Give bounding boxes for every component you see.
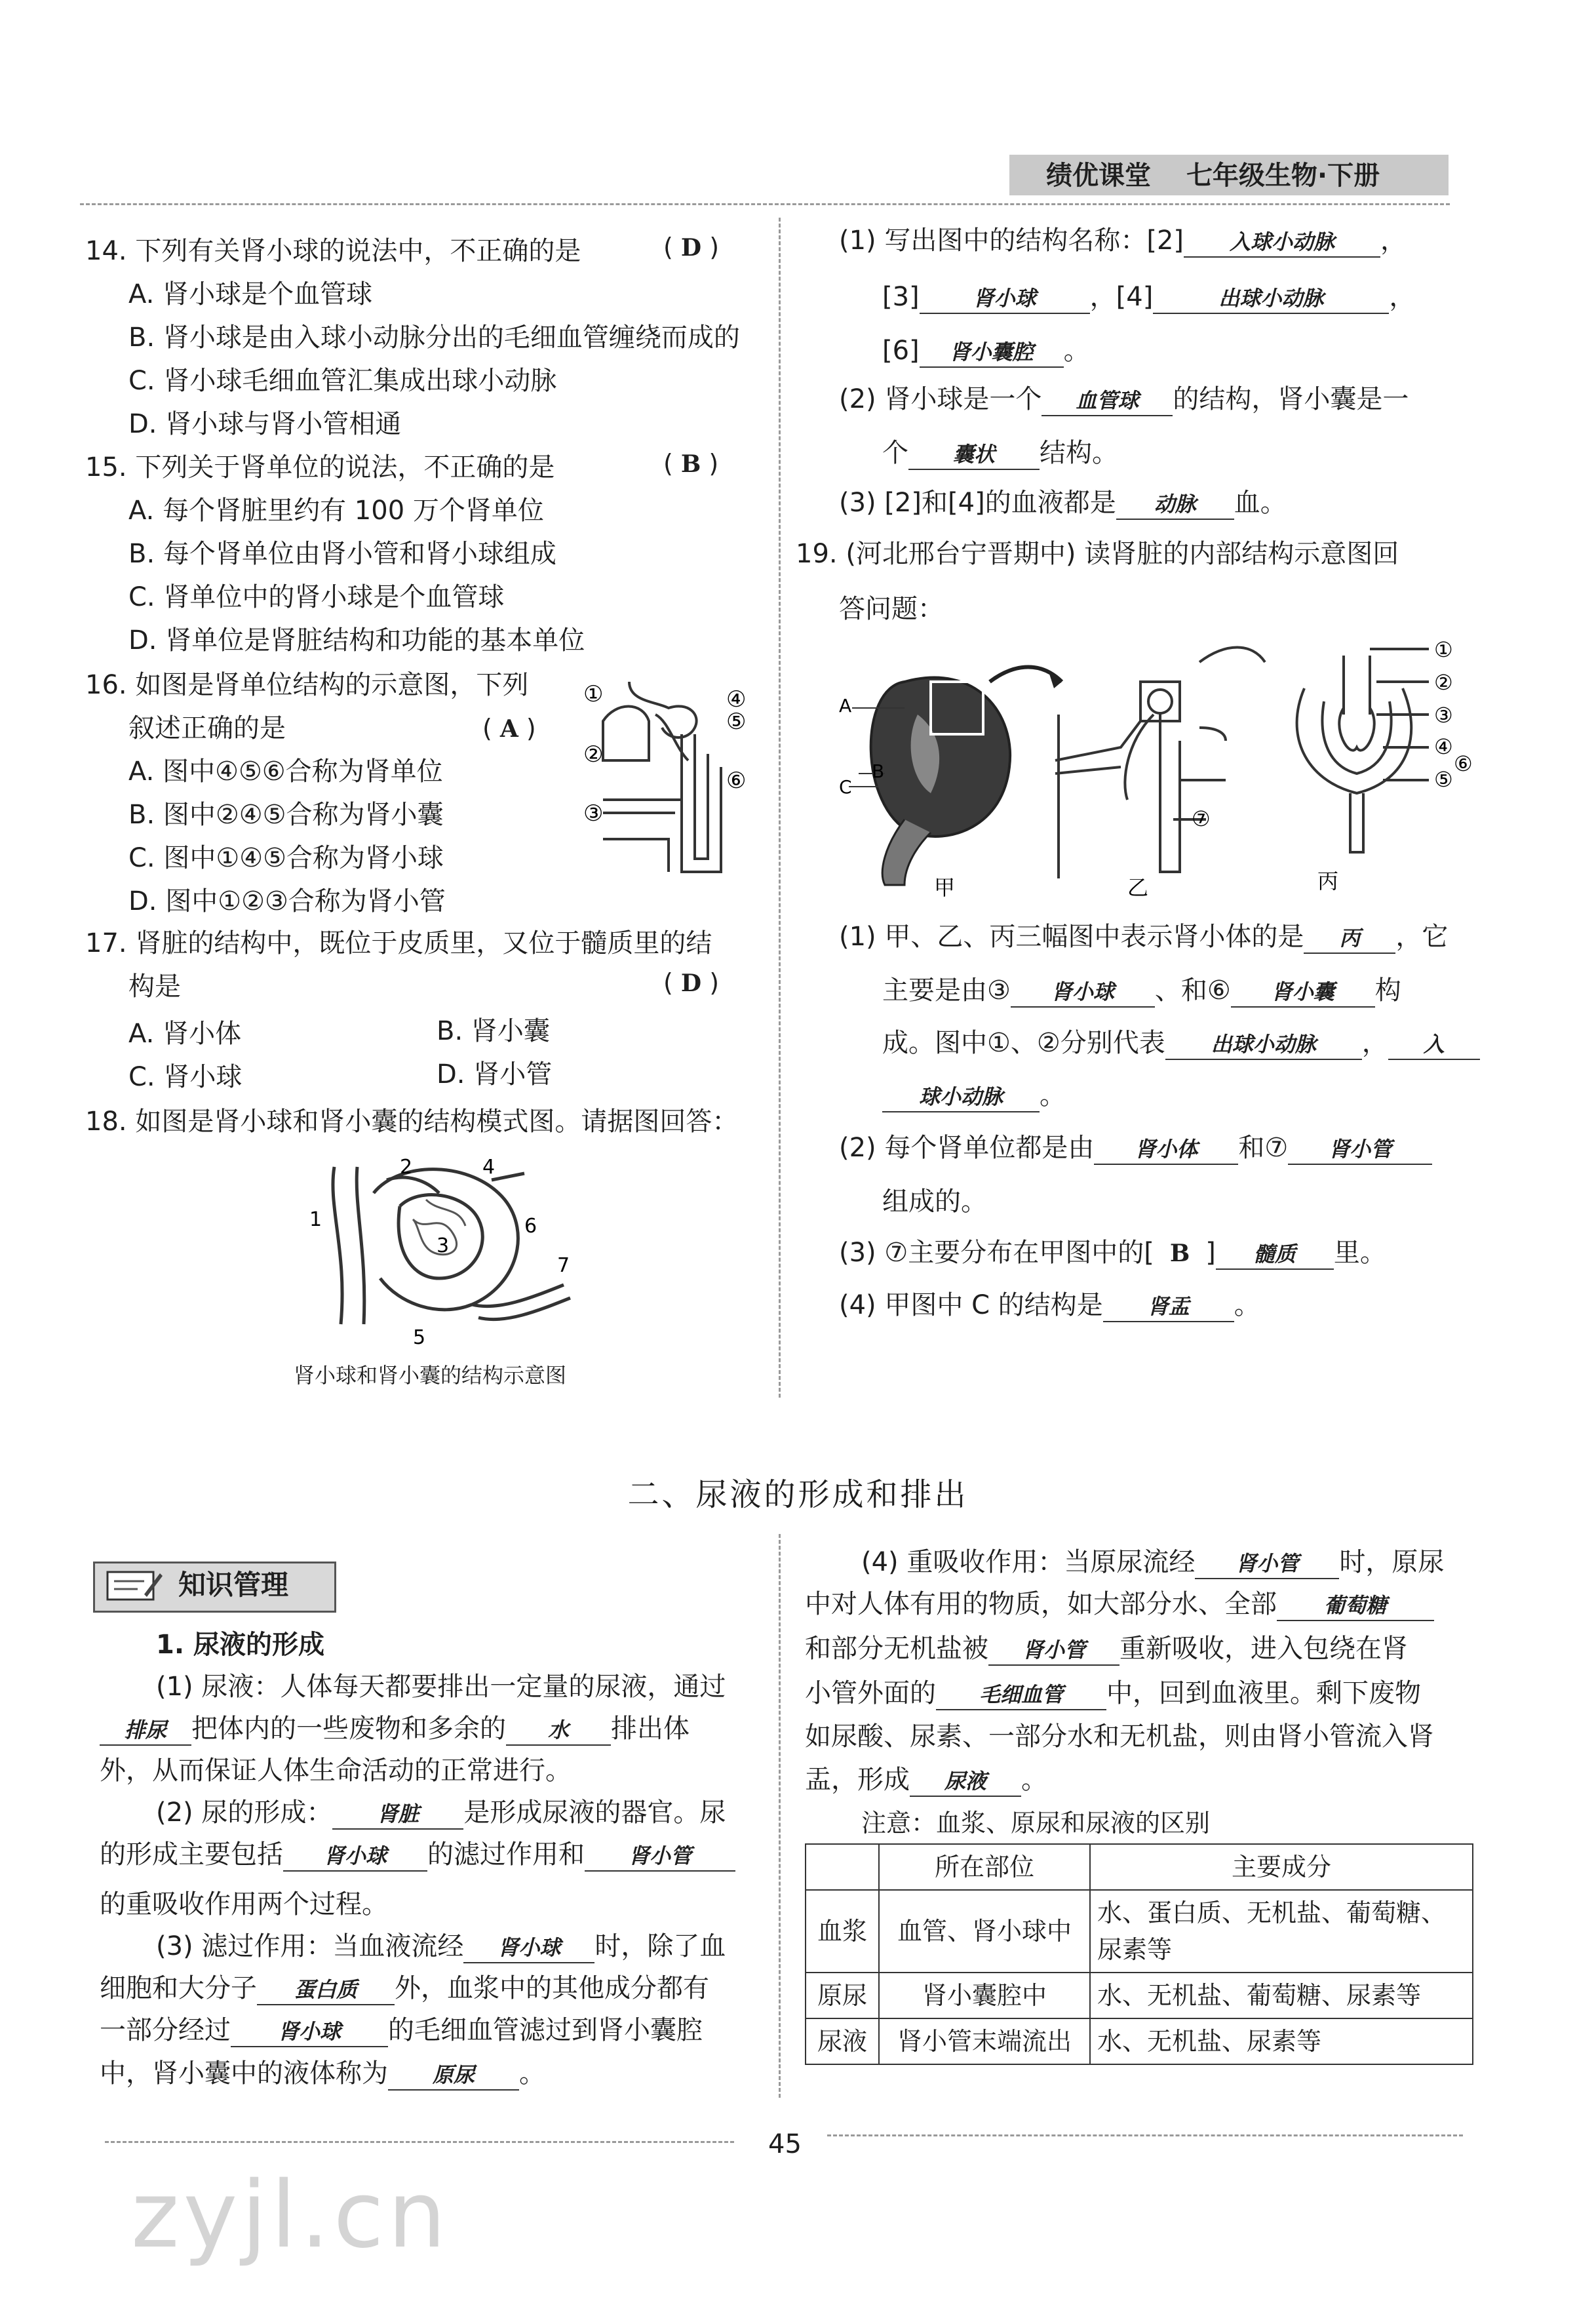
- right-line-4: 小管外面的 毛细血管 中，回到血液里。剩下废物: [805, 1677, 1421, 1710]
- right-note: 注意：血浆、原尿和尿液的区别: [861, 1809, 1211, 1837]
- right-answer-tube2: 肾小管: [988, 1636, 1119, 1666]
- table-header-cell: 主要成分: [1090, 1844, 1473, 1890]
- q19-label-2: ②: [1434, 670, 1453, 695]
- q19-fig-bing: 丙: [1317, 869, 1339, 894]
- q15-answer: ( B ): [663, 449, 719, 478]
- table-row: [806, 2018, 1473, 2064]
- q18-label-7: 7: [557, 1254, 570, 1277]
- q18-caption: 肾小球和肾小囊的结构示意图: [294, 1363, 567, 1388]
- left-line-4: (2) 尿的形成： 肾脏 是形成尿液的器官。尿: [156, 1796, 726, 1830]
- left-answer-protein: 蛋白质: [257, 1975, 395, 2005]
- left-line-5: 的形成主要包括 肾小球 的滤过作用和 肾小管: [100, 1838, 735, 1872]
- table-cell: 水、无机盐、葡萄糖、尿素等: [1090, 1973, 1473, 2018]
- q14-option-c: C. 肾小球毛细血管汇集成出球小动脉: [128, 366, 557, 396]
- header-course: 七年级生物·下册: [1186, 161, 1380, 191]
- glomerulus-diagram: [308, 1154, 583, 1350]
- q19-part3: (3) ⑦主要分布在甲图中的[ B ] 髓质 里。: [839, 1236, 1386, 1270]
- left-heading: 1. 尿液的形成: [156, 1630, 324, 1660]
- right-line-3: 和部分无机盐被 肾小管 重新吸收，进入包绕在肾: [805, 1632, 1408, 1666]
- table-cell: 血浆: [806, 1890, 879, 1973]
- q14-option-b: B. 肾小球是由入球小动脉分出的毛细血管缠绕而成的: [128, 323, 740, 353]
- left-answer-f4: 肾小球: [231, 2017, 388, 2047]
- q15-option-c: C. 肾单位中的肾小球是个血管球: [128, 582, 505, 612]
- table-header-cell: [806, 1844, 879, 1890]
- q15-option-d: D. 肾单位是肾脏结构和功能的基本单位: [128, 625, 585, 656]
- q17-answer: ( D ): [663, 968, 720, 997]
- q14-option-d: D. 肾小球与肾小管相通: [128, 409, 402, 439]
- q16-option-c: C. 图中①④⑤合称为肾小球: [128, 843, 444, 873]
- q19-answer-afferent-2: 球小动脉: [882, 1082, 1040, 1112]
- q19-label-5: ⑤: [1434, 767, 1453, 792]
- table-cell: 原尿: [806, 1973, 879, 2018]
- q19-label-6: ⑥: [1454, 751, 1473, 776]
- table-cell: 水、蛋白质、无机盐、葡萄糖、尿素等: [1090, 1890, 1473, 1973]
- q17-stem-1: 17. 肾脏的结构中，既位于皮质里，又位于髓质里的结: [85, 928, 712, 958]
- right-line-2: 中对人体有用的物质，如大部分水、全部 葡萄糖: [805, 1588, 1434, 1621]
- table-row: [806, 1973, 1473, 2018]
- kidney-figures: [832, 636, 1475, 905]
- q17-option-c: C. 肾小球: [128, 1062, 243, 1092]
- footer-rule-right: [827, 2134, 1463, 2136]
- q16-option-a: A. 图中④⑤⑥合称为肾单位: [128, 757, 443, 787]
- q16-option-d: D. 图中①②③合称为肾小管: [128, 886, 446, 916]
- q16-label-3: ③: [583, 800, 604, 827]
- pencil-book-icon: [105, 1568, 164, 1602]
- q17-option-b: B. 肾小囊: [437, 1016, 550, 1046]
- q19-answer-medulla: 髓质: [1216, 1240, 1334, 1270]
- q18-label-2: 2: [400, 1156, 413, 1179]
- page-number: 45: [768, 2129, 802, 2159]
- left-answer-f2: 肾小管: [585, 1841, 735, 1872]
- q19-stem-1: 19. (河北邢台宁晋期中) 读肾脏的内部结构示意图回: [796, 539, 1399, 569]
- q18-label-3: 3: [437, 1234, 450, 1257]
- watermark: zyjl.cn: [131, 2162, 450, 2269]
- q14-stem: 14. 下列有关肾小球的说法中，不正确的是: [85, 236, 581, 266]
- column-divider: [779, 218, 781, 1398]
- table-cell: 尿液: [806, 2018, 879, 2064]
- q19-part1-line1: (1) 甲、乙、丙三幅图中表示肾小体的是 丙 ，它: [839, 920, 1448, 954]
- q19-answer-unit1: 肾小体: [1094, 1135, 1238, 1165]
- left-answer-f1: 肾小球: [283, 1841, 427, 1872]
- right-line-6: 盂，形成 尿液 。: [805, 1763, 1047, 1797]
- kidney-figure-bing: [1297, 649, 1429, 852]
- q17-option-d: D. 肾小管: [437, 1059, 553, 1090]
- right-answer-capillary: 毛细血管: [936, 1680, 1106, 1710]
- q15-option-b: B. 每个肾单位由肾小管和肾小球组成: [128, 539, 556, 569]
- q19-answer-pelvis: 肾盂: [1103, 1292, 1234, 1322]
- q19-fig-yi: 乙: [1127, 875, 1149, 900]
- q18-answer-4: 出球小动脉: [1153, 284, 1389, 314]
- q16-label-2: ②: [583, 741, 604, 768]
- q18-part3: (3) [2]和[4]的血液都是 动脉 血。: [839, 486, 1287, 520]
- q17-stem-2: 构是: [128, 972, 181, 1002]
- left-answer-kidney: 肾脏: [332, 1799, 463, 1830]
- q16-label-4: ④: [726, 686, 747, 713]
- q18-label-5: 5: [413, 1326, 426, 1349]
- q17-option-a: A. 肾小体: [128, 1019, 242, 1049]
- q19-label-C: C: [839, 776, 852, 798]
- q18-part1-line1: (1) 写出图中的结构名称：[2] 入球小动脉 ，: [839, 224, 1407, 258]
- left-answer-yuan: 原尿: [388, 2060, 519, 2091]
- table-cell: 肾小管末端流出: [879, 2018, 1090, 2064]
- q19-stem-2: 答问题：: [839, 594, 944, 624]
- right-answer-tube: 肾小管: [1195, 1549, 1339, 1579]
- q18-label-4: 4: [482, 1156, 496, 1179]
- table-cell: 血管、肾小球中: [879, 1890, 1090, 1973]
- q19-answer-afferent-1: 入: [1388, 1030, 1480, 1060]
- left-line-1: (1) 尿液：人体每天都要排出一定量的尿液，通过: [156, 1672, 726, 1702]
- q18-answer-2: 入球小动脉: [1184, 227, 1380, 258]
- q19-label-4: ④: [1434, 734, 1453, 759]
- q18-label-6: 6: [524, 1215, 537, 1238]
- q19-part2-line1: (2) 每个肾单位都是由 肾小体 和⑦ 肾小管: [839, 1131, 1432, 1165]
- right-answer-urine: 尿液: [910, 1767, 1021, 1797]
- q19-answer-efferent: 出球小动脉: [1165, 1030, 1362, 1060]
- q18-part1-line2: [3] 肾小球 ，[4] 出球小动脉 ，: [882, 281, 1415, 314]
- q18-part2-line2: 个 囊状 结构。: [882, 437, 1118, 470]
- q18-answer-3: 肾小球: [920, 284, 1090, 314]
- footer-rule-left: [105, 2141, 734, 2143]
- left-line-2: 排尿 把体内的一些废物和多余的 水 排出体: [100, 1712, 690, 1746]
- left-line-8: 细胞和大分子 蛋白质 外，血浆中的其他成分都有: [100, 1972, 709, 2005]
- q19-part1-line3: 成。图中①、②分别代表 出球小动脉 ， 入: [882, 1027, 1480, 1060]
- header-rule: [80, 203, 1450, 205]
- q19-label-1: ①: [1434, 637, 1453, 662]
- q19-label-A: A: [839, 695, 852, 717]
- nephron-diagram: [577, 675, 773, 892]
- q15-option-a: A. 每个肾脏里约有 100 万个肾单位: [128, 496, 544, 526]
- q18-part2-line1: (2) 肾小球是一个 血管球 的结构，肾小囊是一: [839, 383, 1409, 416]
- table-cell: 水、无机盐、尿素等: [1090, 2018, 1473, 2064]
- right-line-1: (4) 重吸收作用：当原尿流经 肾小管 时，原尿: [861, 1546, 1444, 1579]
- header-brand: 绩优课堂: [1046, 161, 1151, 191]
- q16-stem-1: 16. 如图是肾单位结构的示意图，下列: [85, 670, 529, 700]
- left-answer-f3: 肾小球: [463, 1933, 594, 1963]
- q19-fig-jia: 甲: [934, 875, 956, 900]
- q19-part4: (4) 甲图中 C 的结构是 肾盂 。: [839, 1289, 1260, 1322]
- q18-answer-blood: 动脉: [1116, 490, 1234, 520]
- q16-answer: ( A ): [482, 714, 536, 743]
- q19-part1-line4: 球小动脉 。: [882, 1079, 1066, 1112]
- table-row: [806, 1890, 1473, 1973]
- section-badge-text: 知识管理: [178, 1569, 289, 1601]
- left-line-7: (3) 滤过作用：当血液流经 肾小球 时，除了血: [156, 1930, 726, 1963]
- left-line-10: 中，肾小囊中的液体称为 原尿 。: [100, 2057, 545, 2091]
- q16-option-b: B. 图中②④⑤合称为肾小囊: [128, 800, 444, 830]
- q18-answer-ball: 血管球: [1041, 386, 1173, 416]
- right-answer-glucose: 葡萄糖: [1277, 1591, 1434, 1621]
- q19-answer-letter: B: [1169, 1240, 1190, 1267]
- q19-part2-line2: 组成的。: [882, 1187, 987, 1217]
- right-line-5: 如尿酸、尿素、一部分水和无机盐，则由肾小管流入肾: [805, 1721, 1434, 1752]
- table-cell: 肾小囊腔中: [879, 1973, 1090, 2018]
- q14-option-a: A. 肾小球是个血管球: [128, 279, 373, 309]
- left-line-6: 的重吸收作用两个过程。: [100, 1889, 388, 1919]
- comparison-table: [805, 1843, 1473, 2065]
- left-line-9: 一部分经过 肾小球 的毛细血管滤过到肾小囊腔: [100, 2014, 703, 2047]
- table-header-cell: 所在部位: [879, 1844, 1090, 1890]
- q14-answer: ( D ): [663, 233, 720, 262]
- q19-label-3: ③: [1434, 703, 1453, 728]
- table-header-row: [806, 1844, 1473, 1890]
- q19-answer-unit2: 肾小管: [1288, 1135, 1432, 1165]
- q19-answer-capsule: 肾小囊: [1231, 977, 1375, 1008]
- q16-stem-2: 叙述正确的是: [128, 713, 286, 743]
- q16-label-1: ①: [583, 681, 604, 707]
- q18-part1-line3: [6] 肾小囊腔 。: [882, 334, 1090, 368]
- header-title: [1046, 157, 1380, 194]
- q18-stem: 18. 如图是肾小球和肾小囊的结构模式图。请据图回答：: [85, 1107, 739, 1137]
- left-answer-water: 水: [506, 1716, 611, 1746]
- column-divider-2: [779, 1534, 781, 2098]
- q19-label-7: ⑦: [1192, 806, 1211, 831]
- section-title: 二、尿液的形成和排出: [627, 1476, 969, 1513]
- left-answer-pai: 排尿: [100, 1716, 191, 1746]
- q18-label-1: 1: [309, 1208, 322, 1231]
- left-line-3: 外，从而保证人体生命活动的正常进行。: [100, 1756, 572, 1786]
- q19-label-B: B: [872, 760, 885, 782]
- q18-answer-6: 肾小囊腔: [920, 338, 1064, 368]
- kidney-figure-yi: [1055, 648, 1265, 879]
- q19-answer-body: 丙: [1304, 924, 1395, 954]
- q15-stem: 15. 下列关于肾单位的说法，不正确的是: [85, 452, 555, 482]
- q16-label-6: ⑥: [726, 768, 747, 794]
- q16-label-5: ⑤: [726, 709, 747, 735]
- q19-part1-line2: 主要是由③ 肾小球 、和⑥ 肾小囊 构: [882, 974, 1401, 1008]
- q19-answer-glomerulus: 肾小球: [1011, 977, 1155, 1008]
- q18-answer-bag: 囊状: [908, 440, 1040, 470]
